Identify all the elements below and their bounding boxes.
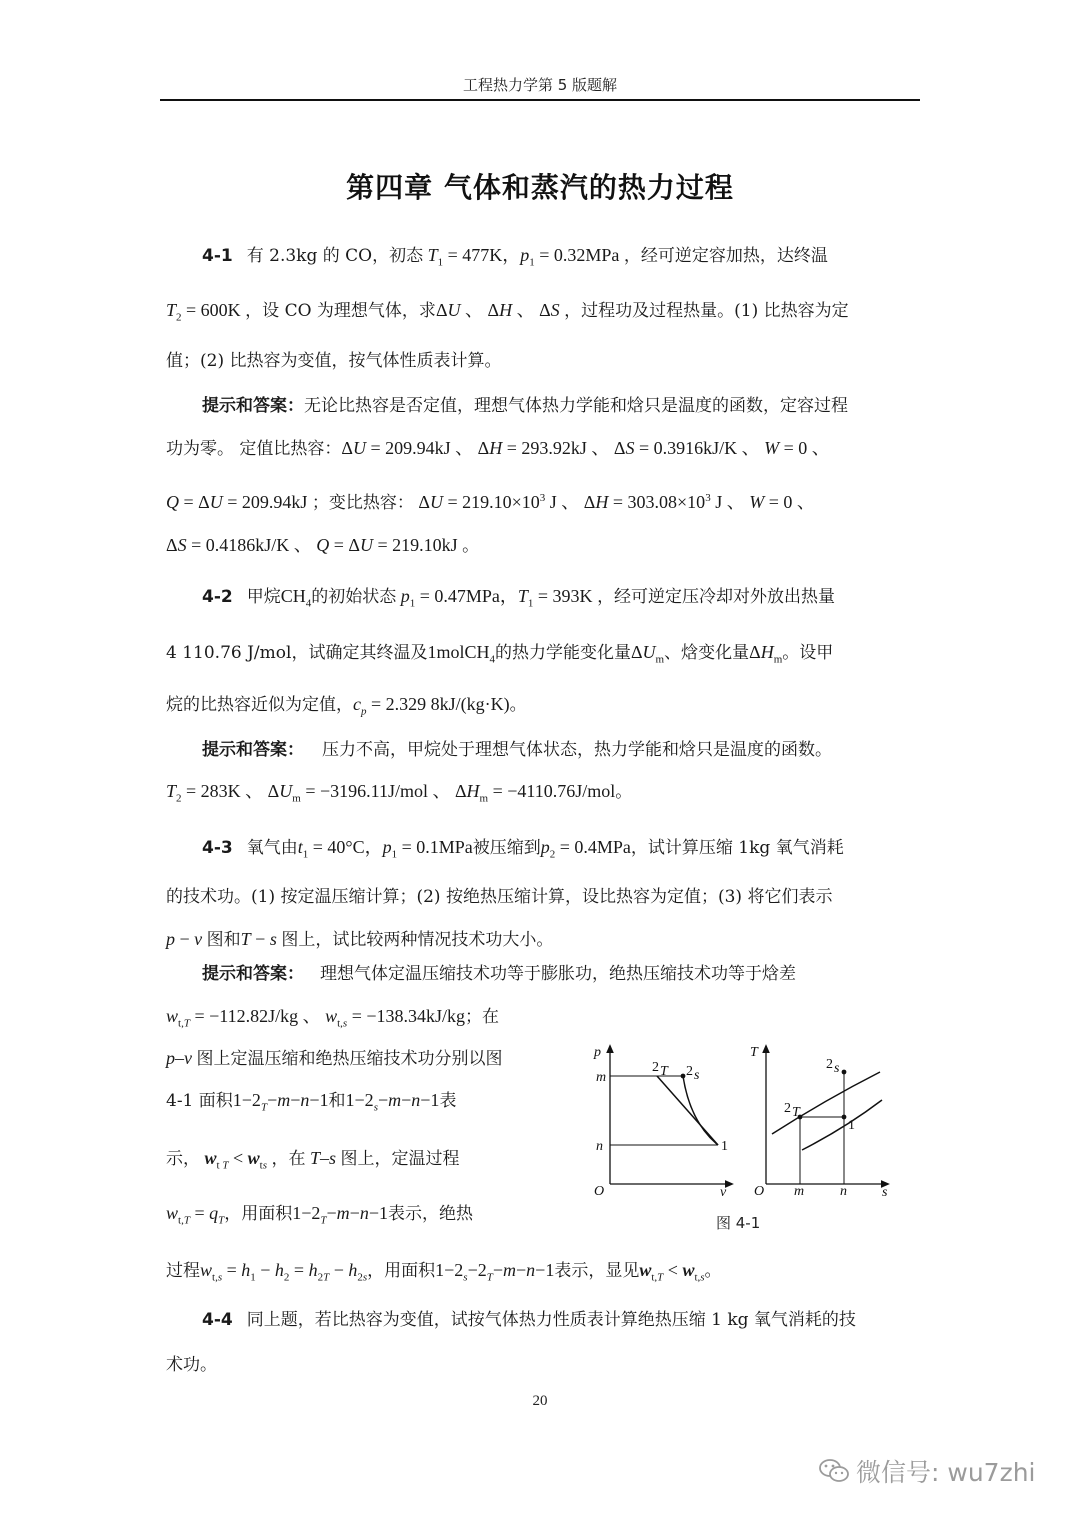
problem-4-3-hint-line-6: $w_{t,T} = q_T$，用面积$1-2_T-m-n-1$表示，绝热	[166, 1203, 473, 1227]
problem-4-2-hint-line-2: $T_2 = 283K$ 、 $\Delta U_m = -3196.11J/mol$ 、 $\Delta H_m = -4110.76J/mol$。	[166, 781, 633, 805]
header-rule	[160, 99, 920, 101]
problem-number: 4-2	[202, 587, 233, 607]
problem-4-4-line-2: 术功。	[166, 1355, 217, 1375]
watermark	[818, 1454, 1035, 1488]
running-header: 工程热力学第 5 版题解	[462, 76, 618, 94]
figure-4-1-svg	[580, 1042, 910, 1197]
hint-label: 提示和答案：	[202, 740, 304, 760]
ts-2T-label: 2	[784, 1101, 791, 1116]
ts-origin-label: O	[754, 1184, 765, 1197]
ts-2s-sub: s	[834, 1061, 840, 1076]
problem-4-3-line-2: 的技术功。(1) 按定温压缩计算；(2) 按绝热压缩计算，设比热容为定值；(3) 将它们表示	[166, 887, 833, 907]
problem-number: 4-1	[202, 246, 233, 266]
ts-y-label: T	[750, 1045, 758, 1060]
problem-4-1-line-3: 值；(2) 比热容为变值，按气体性质表计算。	[166, 351, 502, 371]
ts-diagram	[750, 1045, 888, 1197]
pv-2T-label: 2	[652, 1060, 659, 1075]
chapter-title: 第四章 气体和蒸汽的热力过程	[346, 171, 734, 204]
ts-1-label: 1	[848, 1118, 855, 1133]
problem-4-2-hint-line-1: 提示和答案： 压力不高，甲烷处于理想气体状态，热力学能和焓只是温度的函数。	[202, 740, 832, 760]
problem-4-2-line-1: 4-2 甲烷$CH_4$的初始状态 $p_1 = 0.47MPa$，$T_1 = 393K$ ，经可逆定压冷却对外放出热量	[202, 586, 836, 610]
problem-4-1-hint-line-1: 提示和答案：无论比热容是否定值，理想气体热力学能和焓只是温度的函数，定容过程	[202, 396, 848, 416]
wechat-icon	[818, 1457, 850, 1485]
problem-4-1-line-2: $T_2 = 600K$ ，设 CO 为理想气体，求ΔU 、 ΔH 、 ΔS ，过程功及过程热量。(1) 比热容为定	[166, 300, 849, 324]
figure-4-1	[580, 1042, 910, 1197]
problem-4-3-hint-line-4: 4-1 面积$1-2_T-m-n-1$和$1-2_s-m-n-1$表	[166, 1090, 457, 1114]
problem-4-3-hint-line-7: 过程$w_{t,s} = h_1 - h_2 = h_{2T} - h_{2s}$，用面积$1-2_s-2_T-m-n-1$表示，显见$w_{t,T} < w_{t,s}$。	[166, 1260, 722, 1284]
pv-x-label: v	[720, 1185, 727, 1197]
problem-4-3-hint-line-3: p–v 图上定温压缩和绝热压缩技术功分别以图	[166, 1048, 503, 1069]
problem-4-1-line-1: 4-1 有 2.3kg 的 CO，初态 $T_1 = 477K$，$p_1 = 0.32MPa$ ，经可逆定容加热，达终温	[202, 245, 828, 269]
problem-4-3-hint-line-1: 提示和答案： 理想气体定温压缩技术功等于膨胀功，绝热压缩技术功等于焓差	[202, 964, 796, 984]
pv-1-label: 1	[721, 1139, 728, 1154]
ts-point-2s	[842, 1070, 847, 1075]
figure-caption: 图 4-1	[716, 1214, 761, 1232]
problem-4-2-line-3: 烷的比热容近似为定值，$c_p = 2.329$ 8kJ/(kg·K)。	[166, 694, 527, 718]
problem-4-1-hint-line-3: Q = ΔU = 209.94kJ ；变比热容： $\Delta U = 219.10\times 10^3$ J 、 $\Delta H = 303.08\times 10^3$ J 、 W = 0 、	[166, 492, 815, 513]
ts-2T-sub: T	[792, 1105, 800, 1120]
problem-4-3-line-1: 4-3 氧气由$t_1 = 40^\circ C$，$p_1 = 0.1MPa$被压缩到$p_2 = 0.4MPa$，试计算压缩 1kg 氧气消耗	[202, 837, 844, 861]
ts-x-label: s	[882, 1185, 888, 1197]
ts-m-label: m	[794, 1184, 805, 1197]
problem-4-1-hint-line-4: ΔS = 0.4186kJ/K 、 Q = ΔU = 219.10kJ 。	[166, 535, 480, 556]
ts-2s-label: 2	[826, 1057, 833, 1072]
ts-n-label: n	[840, 1184, 847, 1197]
problem-4-1-hint-line-2: 功为零。 定值比热容：ΔU = 209.94kJ 、 ΔH = 293.92kJ 、 ΔS = 0.3916kJ/K 、 W = 0 、	[166, 438, 830, 459]
pv-2s-label: 2	[686, 1064, 693, 1079]
pv-point-2s	[681, 1074, 686, 1079]
problem-4-3-hint-line-2: $w_{t,T} = -112.82J/kg$ 、 $w_{t,s} = -138.34kJ/kg$；在	[166, 1006, 500, 1030]
pv-diagram	[593, 1045, 730, 1197]
problem-4-2-line-2: 4 110.76 J/mol，试确定其终温及1molCH$_4$的热力学能变化量$\Delta U_m$、焓变化量$\Delta H_m$。设甲	[166, 642, 834, 666]
ts-point-1	[842, 1115, 847, 1120]
hint-label: 提示和答案：	[202, 396, 304, 416]
pv-2s-sub: s	[694, 1068, 700, 1083]
pv-y-label: p	[594, 1045, 601, 1060]
hint-label: 提示和答案：	[202, 964, 304, 984]
pv-origin-label: O	[594, 1184, 605, 1197]
pv-2T-sub: T	[660, 1064, 668, 1079]
page-number: 20	[532, 1393, 548, 1409]
problem-4-3-hint-line-5: 示， $w_{t T} < w_{ts}$ ，在 T–s 图上，定温过程	[166, 1148, 460, 1172]
problem-number: 4-3	[202, 838, 233, 858]
problem-4-4-line-1: 4-4 同上题，若比热容为变值，试按气体热力性质表计算绝热压缩 1 kg 氧气消耗的技	[202, 1310, 856, 1330]
pv-m-label: m	[596, 1070, 607, 1085]
watermark-text: 微信号: wu7zhi	[856, 1458, 1036, 1487]
problem-4-3-line-3: p − v 图和T − s 图上，试比较两种情况技术功大小。	[166, 929, 554, 950]
problem-number: 4-4	[202, 1310, 233, 1330]
pv-isothermal-curve	[657, 1076, 718, 1145]
pv-n-label: n	[596, 1139, 603, 1154]
